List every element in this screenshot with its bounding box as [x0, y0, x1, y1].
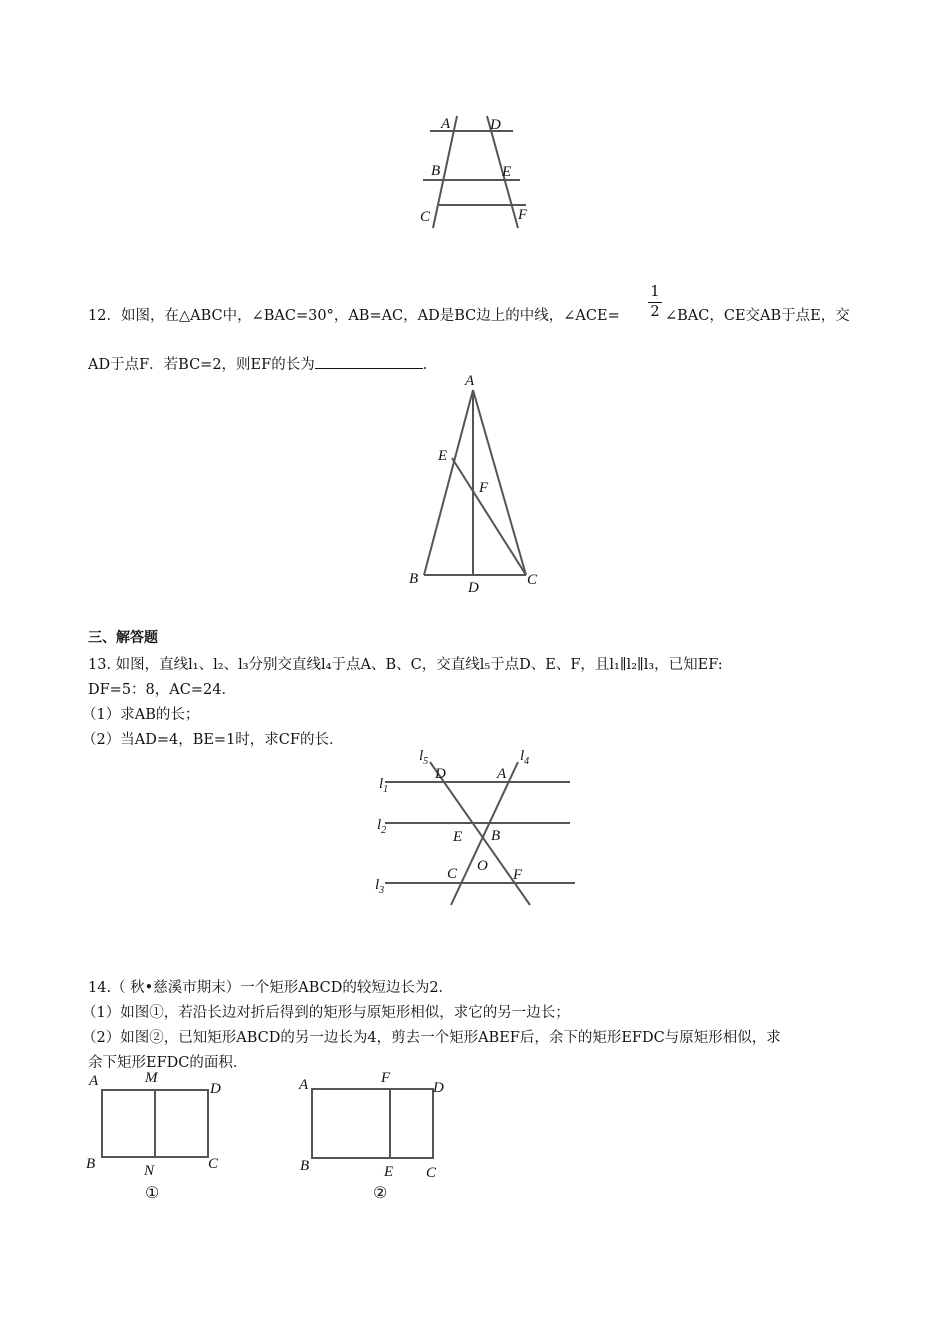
q14-part1: （1）如图①，若沿长边对折后得到的矩形与原矩形相似，求它的另一边长； [82, 1005, 570, 1021]
figure-rectangle-2 [292, 1065, 457, 1210]
q14-part2-b: 余下矩形EFDC的面积． [88, 1055, 248, 1071]
label-M: M [145, 1070, 158, 1086]
label-D: D [210, 1081, 221, 1097]
figure-parallel-lines-q11 [410, 110, 540, 235]
side-AB [424, 390, 473, 575]
label-C: C [208, 1156, 219, 1172]
label-A: A [497, 766, 507, 782]
q13-part1: （1）求AB的长； [82, 707, 200, 723]
answer-blank [315, 354, 423, 369]
label-B: B [431, 163, 441, 179]
q12-text-b: ∠BAC，CE交AB于点E，交 [665, 308, 850, 324]
q13-line1: 13. 如图，直线l₁、l₂、l₃分别交直线l₄于点A、B、C，交直线l₅于点D、E、F，且l₁∥l₂∥l₃，已知EF: [88, 657, 723, 673]
label-A: A [465, 373, 475, 389]
label-N: N [144, 1163, 155, 1179]
label-D: D [435, 766, 446, 782]
q12-line2 [88, 353, 437, 374]
label-E: E [502, 164, 512, 180]
label-E: E [438, 448, 448, 464]
caption-2: ② [373, 1185, 388, 1202]
label-F: F [381, 1070, 391, 1086]
label-F: F [513, 867, 523, 883]
label-C: C [527, 572, 538, 588]
q12-text-a: 12．如图，在△ABC中，∠BAC=30°，AB=AC，AD是BC边上的中线，∠ACE= [88, 308, 620, 324]
label-D: D [433, 1080, 444, 1096]
rectangle-ABCD [312, 1089, 433, 1158]
label-C: C [426, 1165, 437, 1181]
label-B: B [409, 571, 419, 587]
label-B: B [86, 1156, 96, 1172]
label-O: O [477, 858, 488, 874]
q12-line1-cont [665, 304, 850, 325]
fraction-denominator: 2 [650, 304, 660, 320]
label-B: B [300, 1158, 310, 1174]
q14-line1: 14.（ 秋•慈溪市期末）一个矩形ABCD的较短边长为2． [88, 980, 454, 996]
figure-triangle-q12 [400, 368, 550, 598]
label-D: D [490, 117, 501, 133]
segment-CE [452, 458, 526, 575]
section-heading: 三、解答题 [88, 630, 158, 646]
label-C: C [447, 866, 458, 882]
figure-transversals-q13 [370, 742, 580, 912]
label-l5: $l_5$ [419, 748, 429, 767]
label-F: F [479, 480, 489, 496]
q12-line1 [88, 304, 620, 325]
label-B: B [491, 828, 501, 844]
q14-part2-a: （2）如图②，已知矩形ABCD的另一边长为4，剪去一个矩形ABEF后，余下的矩形EFDC与原矩形相似，求 [82, 1030, 781, 1046]
label-l1: $l_1$ [379, 776, 389, 795]
label-F: F [518, 207, 528, 223]
label-A: A [89, 1073, 99, 1089]
q13-part2: （2）当AD=4，BE=1时，求CF的长． [82, 732, 344, 748]
label-E: E [384, 1164, 394, 1180]
label-E: E [453, 829, 463, 845]
fraction-one-half [648, 283, 662, 322]
label-l3: $l_3$ [375, 877, 385, 896]
label-l4: $l_4$ [520, 748, 530, 767]
q12-period: ． [422, 357, 438, 373]
label-A: A [299, 1077, 309, 1093]
label-l2: $l_2$ [377, 817, 387, 836]
caption-1: ① [145, 1185, 160, 1202]
label-A: A [441, 116, 451, 132]
q13-line2: DF=5：8，AC=24． [88, 682, 236, 698]
figure-rectangle-1 [82, 1065, 232, 1210]
label-C: C [420, 209, 431, 225]
label-D: D [468, 580, 479, 596]
q12-text-c: AD于点F．若BC=2，则EF的长为 [88, 357, 315, 373]
fraction-numerator: 1 [650, 284, 660, 300]
